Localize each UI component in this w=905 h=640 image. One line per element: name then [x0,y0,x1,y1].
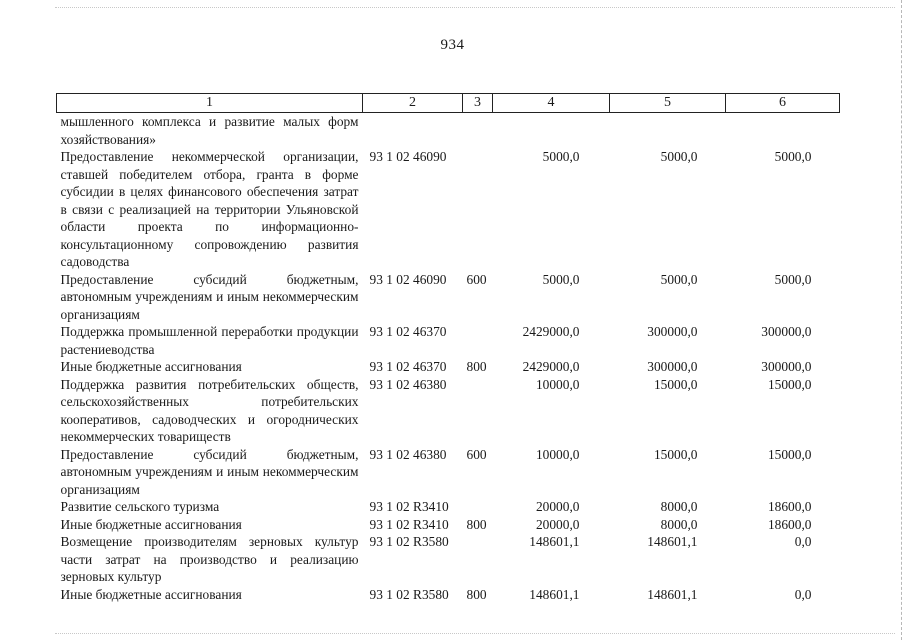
row-type [463,323,493,358]
row-value-col5: 15000,0 [653,446,698,462]
row-value-col5: 5000,0 [660,271,698,287]
row-value-col4: 5000,0 [542,271,580,287]
row-type: 600 [466,271,487,287]
row-type: 600 [466,446,487,462]
table-row [57,376,840,446]
row-code: 93 1 02 46380 [369,446,447,462]
row-value-col5: 300000,0 [647,324,698,339]
row-type [463,148,493,271]
table-row [57,358,840,376]
row-code: 93 1 02 R3410 [369,516,449,532]
row-value-col5: 15000,0 [653,376,698,392]
table-row [57,113,840,149]
row-value-col5: 300000,0 [647,359,698,374]
header-col-3: 3 [463,94,493,113]
row-value-col5 [610,113,726,149]
row-name: мышленного комплекса и развитие малых форм хозяйствования» [60,114,359,147]
header-col-6: 6 [726,94,840,113]
row-value-col4: 2429000,0 [522,324,580,339]
row-name: Предоставление субсидий бюджетным, автономным учреждениям и иным некоммерческим организациям [60,271,359,322]
header-col-5: 5 [610,94,726,113]
row-value-col5: 8000,0 [660,499,698,514]
row-value-col6: 300000,0 [761,324,812,339]
row-value-col5: 5000,0 [660,149,698,164]
table-row [57,271,840,324]
row-value-col4 [493,113,610,149]
table-row [57,446,840,499]
row-name: Иные бюджетные ассигнования [60,359,242,374]
column-number-header-row [57,94,840,113]
scan-right-edge [901,0,902,640]
row-name: Поддержка промышленной переработки продукции растениеводства [60,324,359,357]
row-value-col4: 148601,1 [529,534,580,549]
table-row [57,533,840,586]
table-row [57,148,840,271]
row-value-col5: 8000,0 [660,516,698,532]
row-type: 800 [466,516,487,532]
row-value-col6: 5000,0 [774,271,812,287]
row-value-col6: 5000,0 [774,149,812,164]
table-row [57,586,840,604]
row-name: Развитие сельского туризма [60,499,220,514]
row-name: Поддержка развития потребительских обществ, сельскохозяйственных потребительских кооперативов, садоводческих и огороднических некоммерческих товариществ [60,376,359,444]
row-code [363,113,463,149]
row-name: Предоставление субсидий бюджетным, автономным учреждениям и иным некоммерческим организациям [60,446,359,497]
row-type [463,113,493,149]
row-value-col4: 2429000,0 [522,359,580,374]
row-code: 93 1 02 R3580 [369,534,449,549]
row-code: 93 1 02 R3580 [369,586,449,602]
row-code: 93 1 02 46380 [369,376,447,392]
row-value-col6: 18600,0 [767,516,812,532]
header-col-1: 1 [57,94,363,113]
row-code: 93 1 02 46370 [369,324,447,339]
table-row [57,323,840,358]
row-code: 93 1 02 R3410 [369,499,449,514]
row-name: Иные бюджетные ассигнования [60,586,242,602]
row-code: 93 1 02 46370 [369,359,447,374]
row-value-col5: 148601,1 [647,534,698,549]
scan-top-edge [55,7,895,8]
row-type [463,376,493,446]
row-value-col4: 148601,1 [529,586,580,602]
row-value-col4: 20000,0 [535,499,580,514]
row-value-col4: 5000,0 [542,149,580,164]
header-col-4: 4 [493,94,610,113]
row-name: Иные бюджетные ассигнования [60,516,242,532]
header-col-2: 2 [363,94,463,113]
row-code: 93 1 02 46090 [369,271,447,287]
row-name: Возмещение производителям зерновых культур части затрат на производство и реализацию зерновых культур [60,534,359,584]
row-name: Предоставление некоммерческой организации, ставшей победителем отбора, гранта в форме субсидии в целях финансового обеспечения затрат в связи с реализацией на территории Ульяновской области проекта по информационно-консультационному сопровождению развития садоводства [60,149,359,269]
row-value-col6: 15000,0 [767,376,812,392]
row-value-col6: 18600,0 [767,499,812,514]
row-value-col6: 15000,0 [767,446,812,462]
row-value-col4: 10000,0 [535,446,580,462]
budget-table [56,93,840,603]
row-value-col6 [726,113,840,149]
row-type: 800 [466,359,487,374]
row-value-col6: 300000,0 [761,359,812,374]
page-number: 934 [440,37,465,53]
table-row [57,516,840,534]
scan-bottom-edge [55,633,895,634]
row-type: 800 [466,586,487,602]
row-value-col4: 20000,0 [535,516,580,532]
table-body [57,113,840,604]
row-value-col6: 0,0 [794,534,812,549]
table-row [57,498,840,516]
row-value-col6: 0,0 [794,586,812,602]
row-value-col4: 10000,0 [535,376,580,392]
row-value-col5: 148601,1 [647,586,698,602]
row-type [463,533,493,586]
row-type [463,498,493,516]
row-code: 93 1 02 46090 [369,149,447,164]
